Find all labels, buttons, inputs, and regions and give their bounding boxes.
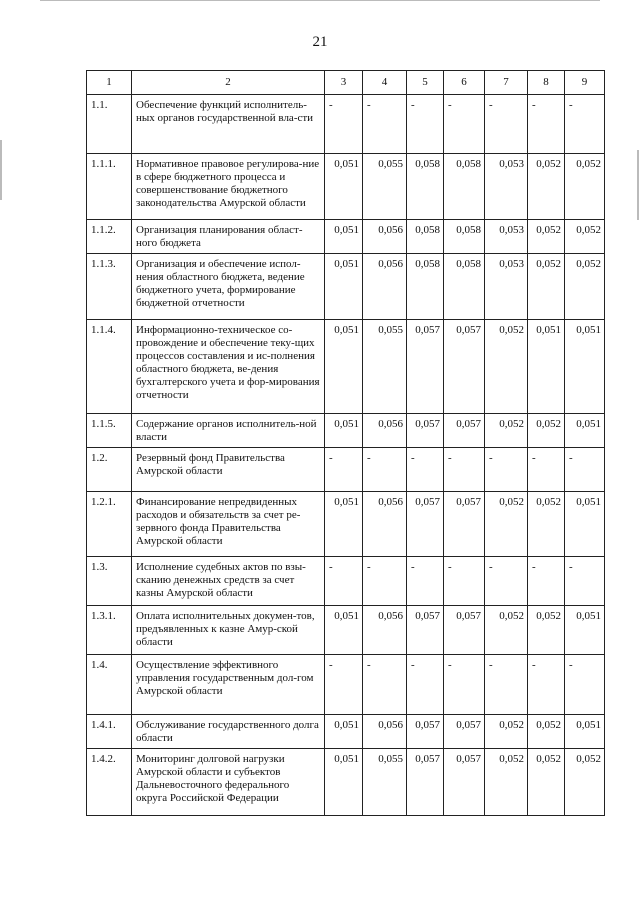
row-value: 0,058	[444, 220, 485, 254]
row-value: 0,052	[565, 154, 605, 220]
row-value: 0,051	[325, 254, 363, 320]
row-value: 0,052	[528, 492, 565, 557]
row-value: 0,057	[407, 606, 444, 655]
row-value: -	[444, 95, 485, 154]
row-value: -	[565, 95, 605, 154]
row-value: 0,057	[444, 414, 485, 448]
row-value: -	[363, 95, 407, 154]
row-value: -	[444, 557, 485, 606]
row-value: -	[528, 655, 565, 715]
table-row	[87, 492, 605, 557]
row-value: 0,058	[444, 254, 485, 320]
row-value: 0,056	[363, 715, 407, 749]
row-value: -	[444, 448, 485, 492]
table-row	[87, 606, 605, 655]
row-description: Организация и обеспечение испол-нения областного бюджета, ведение бюджетного учета, формирование бюджетной отчетности	[132, 254, 325, 320]
row-value: -	[528, 557, 565, 606]
row-value: 0,056	[363, 606, 407, 655]
row-value: 0,058	[444, 154, 485, 220]
row-value: 0,057	[407, 749, 444, 816]
row-value: 0,056	[363, 414, 407, 448]
column-header: 5	[407, 71, 444, 95]
row-value: -	[363, 655, 407, 715]
row-value: 0,056	[363, 254, 407, 320]
row-code: 1.1.5.	[87, 414, 132, 448]
row-code: 1.1.	[87, 95, 132, 154]
row-code: 1.3.1.	[87, 606, 132, 655]
row-value: -	[485, 95, 528, 154]
row-value: -	[565, 655, 605, 715]
row-value: -	[528, 448, 565, 492]
row-value: 0,057	[407, 492, 444, 557]
row-value: 0,052	[565, 254, 605, 320]
row-value: 0,052	[485, 749, 528, 816]
indicator-table	[86, 70, 605, 816]
scan-edge-mark-left	[0, 140, 2, 200]
row-value: 0,058	[407, 220, 444, 254]
row-value: 0,053	[485, 220, 528, 254]
row-value: 0,055	[363, 320, 407, 414]
row-value: 0,051	[325, 414, 363, 448]
row-value: -	[528, 95, 565, 154]
column-header: 9	[565, 71, 605, 95]
row-description: Организация планирования област-ного бюджета	[132, 220, 325, 254]
row-code: 1.3.	[87, 557, 132, 606]
table-row	[87, 320, 605, 414]
row-code: 1.1.1.	[87, 154, 132, 220]
row-value: 0,052	[485, 715, 528, 749]
column-header: 2	[132, 71, 325, 95]
row-value: -	[407, 655, 444, 715]
row-code: 1.4.	[87, 655, 132, 715]
row-value: 0,051	[325, 749, 363, 816]
row-value: 0,052	[528, 606, 565, 655]
row-description: Осуществление эффективного управления государственным дол-гом Амурской области	[132, 655, 325, 715]
row-value: 0,056	[363, 492, 407, 557]
row-value: 0,051	[565, 492, 605, 557]
row-value: 0,052	[485, 414, 528, 448]
row-description: Информационно-техническое со-провождение и обеспечение теку-щих процессов составления и ис-полнения областного бюджета, ве-дения бухгалтерского учета и фор-мирования отчетности	[132, 320, 325, 414]
row-value: 0,052	[528, 749, 565, 816]
row-value: -	[485, 557, 528, 606]
row-value: 0,052	[485, 606, 528, 655]
row-value: -	[363, 448, 407, 492]
row-value: 0,052	[528, 715, 565, 749]
row-value: 0,051	[565, 715, 605, 749]
row-value: 0,051	[325, 492, 363, 557]
row-description: Исполнение судебных актов по взы-сканию денежных средств за счет казны Амурской области	[132, 557, 325, 606]
table-row	[87, 414, 605, 448]
table-row	[87, 95, 605, 154]
row-code: 1.2.	[87, 448, 132, 492]
row-value: 0,052	[528, 220, 565, 254]
row-description: Мониторинг долговой нагрузки Амурской области и субъектов Дальневосточного федерального округа Российской Федерации	[132, 749, 325, 816]
table-row	[87, 749, 605, 816]
table-row	[87, 154, 605, 220]
column-header: 6	[444, 71, 485, 95]
row-value: 0,057	[407, 715, 444, 749]
row-description: Обслуживание государственного долга области	[132, 715, 325, 749]
table-row	[87, 448, 605, 492]
row-value: 0,053	[485, 254, 528, 320]
row-value: 0,051	[325, 715, 363, 749]
row-code: 1.4.2.	[87, 749, 132, 816]
row-value: 0,052	[528, 414, 565, 448]
row-value: 0,052	[528, 154, 565, 220]
row-value: -	[565, 557, 605, 606]
table-body	[87, 71, 605, 816]
row-value: 0,051	[325, 320, 363, 414]
row-value: 0,057	[407, 414, 444, 448]
row-value: 0,052	[565, 220, 605, 254]
row-value: 0,051	[565, 320, 605, 414]
row-value: -	[485, 655, 528, 715]
row-value: 0,055	[363, 154, 407, 220]
row-value: 0,058	[407, 254, 444, 320]
row-value: -	[325, 95, 363, 154]
row-value: 0,057	[444, 749, 485, 816]
column-header: 4	[363, 71, 407, 95]
column-header: 1	[87, 71, 132, 95]
row-value: -	[407, 448, 444, 492]
row-code: 1.1.4.	[87, 320, 132, 414]
row-value: 0,052	[485, 492, 528, 557]
row-value: -	[363, 557, 407, 606]
row-value: 0,052	[528, 254, 565, 320]
row-value: 0,051	[565, 606, 605, 655]
table-header-row	[87, 71, 605, 95]
row-value: 0,053	[485, 154, 528, 220]
page-number: 21	[312, 34, 328, 50]
table-row	[87, 715, 605, 749]
row-value: -	[325, 655, 363, 715]
column-header: 8	[528, 71, 565, 95]
row-value: 0,051	[325, 606, 363, 655]
row-description: Финансирование непредвиденных расходов и обязательств за счет ре-зервного фонда Правительства Амурской области	[132, 492, 325, 557]
row-value: -	[325, 557, 363, 606]
table-row	[87, 220, 605, 254]
row-code: 1.2.1.	[87, 492, 132, 557]
scan-edge-mark-right	[637, 150, 639, 220]
row-value: 0,052	[565, 749, 605, 816]
row-code: 1.1.3.	[87, 254, 132, 320]
row-value: -	[485, 448, 528, 492]
row-value: 0,055	[363, 749, 407, 816]
row-value: 0,057	[444, 715, 485, 749]
row-value: 0,052	[485, 320, 528, 414]
row-value: -	[565, 448, 605, 492]
row-value: 0,057	[444, 606, 485, 655]
column-header: 7	[485, 71, 528, 95]
row-code: 1.1.2.	[87, 220, 132, 254]
row-description: Обеспечение функций исполнитель-ных органов государственной вла-сти	[132, 95, 325, 154]
row-description: Нормативное правовое регулирова-ние в сфере бюджетного процесса и совершенствование бюджетного законодательства Амурской области	[132, 154, 325, 220]
row-value: 0,057	[407, 320, 444, 414]
row-value: 0,051	[325, 220, 363, 254]
row-description: Содержание органов исполнитель-ной власти	[132, 414, 325, 448]
row-value: 0,058	[407, 154, 444, 220]
row-value: 0,051	[528, 320, 565, 414]
scan-edge-mark-top	[40, 0, 600, 1]
row-value: -	[444, 655, 485, 715]
row-value: 0,057	[444, 320, 485, 414]
row-value: 0,051	[325, 154, 363, 220]
table-row	[87, 655, 605, 715]
row-value: -	[407, 557, 444, 606]
row-code: 1.4.1.	[87, 715, 132, 749]
table-row	[87, 254, 605, 320]
row-value: 0,051	[565, 414, 605, 448]
row-value: 0,057	[444, 492, 485, 557]
row-value: 0,056	[363, 220, 407, 254]
row-description: Оплата исполнительных докумен-тов, предъявленных к казне Амур-ской области	[132, 606, 325, 655]
row-value: -	[407, 95, 444, 154]
column-header: 3	[325, 71, 363, 95]
row-description: Резервный фонд Правительства Амурской области	[132, 448, 325, 492]
row-value: -	[325, 448, 363, 492]
table-row	[87, 557, 605, 606]
